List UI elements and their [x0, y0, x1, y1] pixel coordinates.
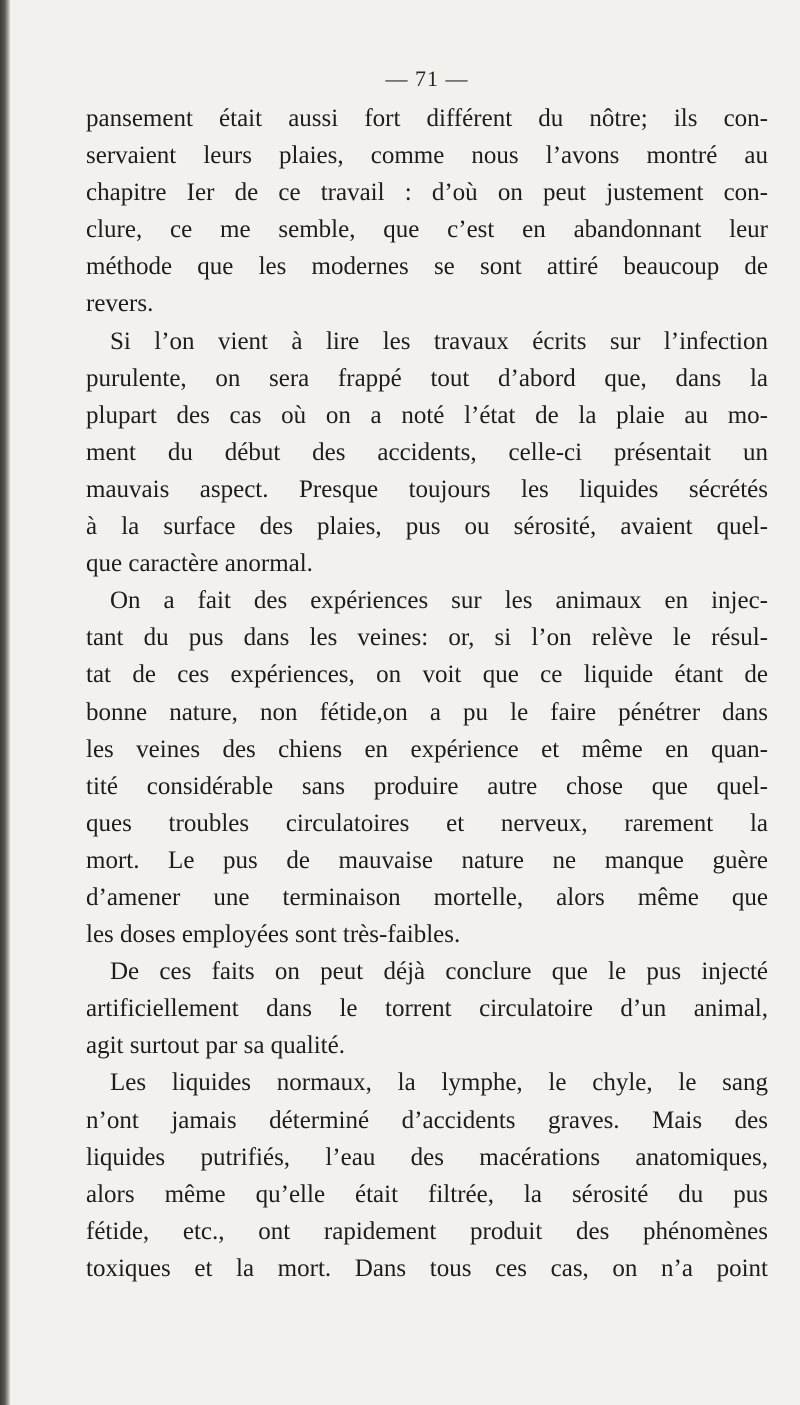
text-line: tité considérable sans produire autre chose que quel-	[86, 772, 768, 800]
text-line: ment du début des accidents, celle-ci présentait un	[86, 438, 768, 466]
text-line: bonne nature, non fétide,on a pu le faire pénétrer dans	[86, 698, 768, 726]
text-line: toxiques et la mort. Dans tous ces cas, on n’a point	[86, 1254, 768, 1282]
text-line: les doses employées sont très-faibles.	[86, 921, 461, 949]
text-line: artificiellement dans le torrent circulatoire d’un animal,	[86, 995, 768, 1023]
paragraph-start-line: On a fait des expériences sur les animaux en injec-	[110, 587, 768, 615]
text-line: d’amener une terminaison mortelle, alors même que	[86, 883, 768, 911]
body-text	[86, 100, 768, 1287]
book-page	[86, 58, 768, 1378]
paragraph-start-line: De ces faits on peut déjà conclure que le pus injecté	[110, 958, 768, 986]
text-line: revers.	[86, 290, 154, 318]
text-line: alors même qu’elle était filtrée, la sérosité du pus	[86, 1180, 768, 1208]
text-line: tant du pus dans les veines: or, si l’on relève le résul-	[86, 624, 768, 652]
text-line: fétide, etc., ont rapidement produit des phénomènes	[86, 1217, 768, 1245]
text-line: ques troubles circulatoires et nerveux, rarement la	[86, 809, 768, 837]
text-line: liquides putrifiés, l’eau des macérations anatomiques,	[86, 1143, 768, 1171]
text-line: servaient leurs plaies, comme nous l’avons montré au	[86, 142, 768, 170]
text-line: mauvais aspect. Presque toujours les liquides sécrétés	[86, 475, 768, 503]
text-line: méthode que les modernes se sont attiré beaucoup de	[86, 253, 768, 281]
text-line: mort. Le pus de mauvaise nature ne manque guère	[86, 846, 768, 874]
text-line: n’ont jamais déterminé d’accidents graves. Mais des	[86, 1106, 768, 1134]
page-binding-edge	[0, 0, 10, 1405]
text-line: tat de ces expériences, on voit que ce liquide étant de	[86, 661, 768, 689]
text-line: clure, ce me semble, que c’est en abandonnant leur	[86, 216, 768, 244]
text-line: les veines des chiens en expérience et même en quan-	[86, 735, 768, 763]
page-number: — 71 —	[385, 66, 469, 91]
text-line: purulente, on sera frappé tout d’abord que, dans la	[86, 364, 768, 392]
text-line: que caractère anormal.	[86, 550, 313, 578]
text-line: agit surtout par sa qualité.	[86, 1032, 345, 1060]
paragraph-start-line: Si l’on vient à lire les travaux écrits sur l’infection	[110, 327, 768, 355]
text-line: à la surface des plaies, pus ou sérosité, avaient quel-	[86, 513, 768, 541]
paragraph-start-line: Les liquides normaux, la lymphe, le chyle, le sang	[110, 1069, 768, 1097]
text-line: chapitre Ier de ce travail : d’où on peut justement con-	[86, 179, 768, 207]
text-line: plupart des cas où on a noté l’état de la plaie au mo-	[86, 401, 768, 429]
text-line: pansement était aussi fort différent du nôtre; ils con-	[86, 105, 768, 132]
